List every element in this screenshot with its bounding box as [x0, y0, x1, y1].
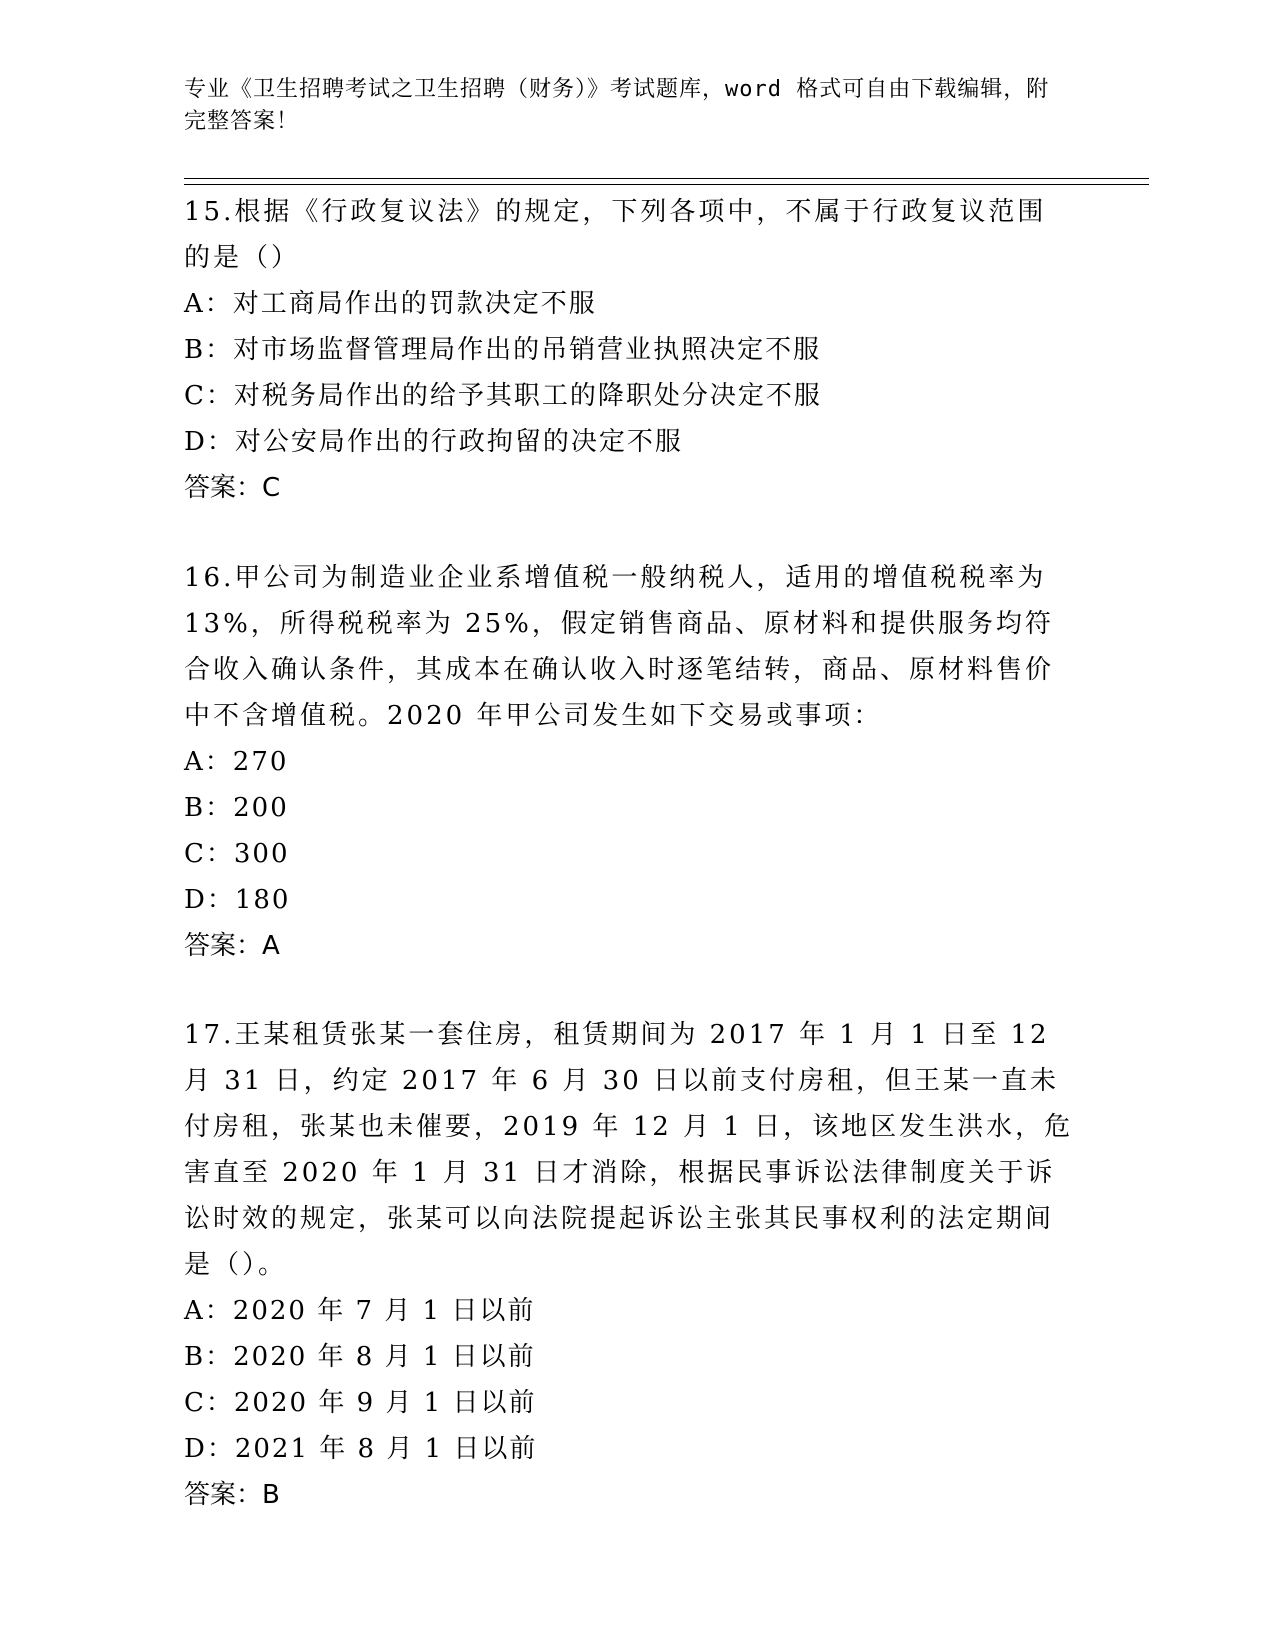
option-a: A：对工商局作出的罚款决定不服: [184, 289, 597, 319]
option-c: C：2020 年 9 月 1 日以前: [184, 1388, 537, 1418]
option-d: D：180: [184, 885, 291, 915]
option-b: B：对市场监督管理局作出的吊销营业执照决定不服: [184, 335, 822, 365]
question-17: [184, 1012, 1074, 1518]
header-divider-bottom: [184, 184, 1149, 185]
option-b: B：2020 年 8 月 1 日以前: [184, 1342, 536, 1372]
question-16: [184, 555, 1074, 969]
option-b: B：200: [184, 793, 289, 823]
option-d: D：2021 年 8 月 1 日以前: [184, 1434, 538, 1464]
question-15: [184, 189, 1074, 511]
answer: 答案：C: [184, 473, 281, 503]
option-d: D：对公安局作出的行政拘留的决定不服: [184, 427, 683, 457]
option-c: C：300: [184, 839, 290, 869]
question-stem: 15.根据《行政复议法》的规定，下列各项中，不属于行政复议范围的是（）: [184, 197, 1047, 273]
option-c: C：对税务局作出的给予其职工的降职处分决定不服: [184, 381, 822, 411]
option-a: A：2020 年 7 月 1 日以前: [184, 1296, 536, 1326]
document-header: 专业《卫生招聘考试之卫生招聘（财务）》考试题库，word 格式可自由下载编辑，附完整答案！: [184, 77, 1050, 134]
question-stem: 17.王某租赁张某一套住房，租赁期间为 2017 年 1 月 1 日至 12 月 31 日，约定 2017 年 6 月 30 日以前支付房租，但王某一直未付房租，张某也未催要，2019 年 12 月 1 日，该地区发生洪水，危害直至 2020 年 1 月 31 日才消除，根据民事诉讼法律制度关于诉讼时效的规定，张某可以向法院提起诉讼主张其民事权利的法定期间是（）。: [184, 1020, 1074, 1280]
option-a: A：270: [184, 747, 289, 777]
header-divider-top: [184, 178, 1149, 179]
answer: 答案：B: [184, 1480, 280, 1510]
answer: 答案：A: [184, 931, 280, 961]
question-stem: 16.甲公司为制造业企业系增值税一般纳税人，适用的增值税税率为 13%，所得税税率为 25%，假定销售商品、原材料和提供服务均符合收入确认条件，其成本在确认收入时逐笔结转，商品、原材料售价中不含增值税。2020 年甲公司发生如下交易或事项：: [184, 563, 1055, 731]
